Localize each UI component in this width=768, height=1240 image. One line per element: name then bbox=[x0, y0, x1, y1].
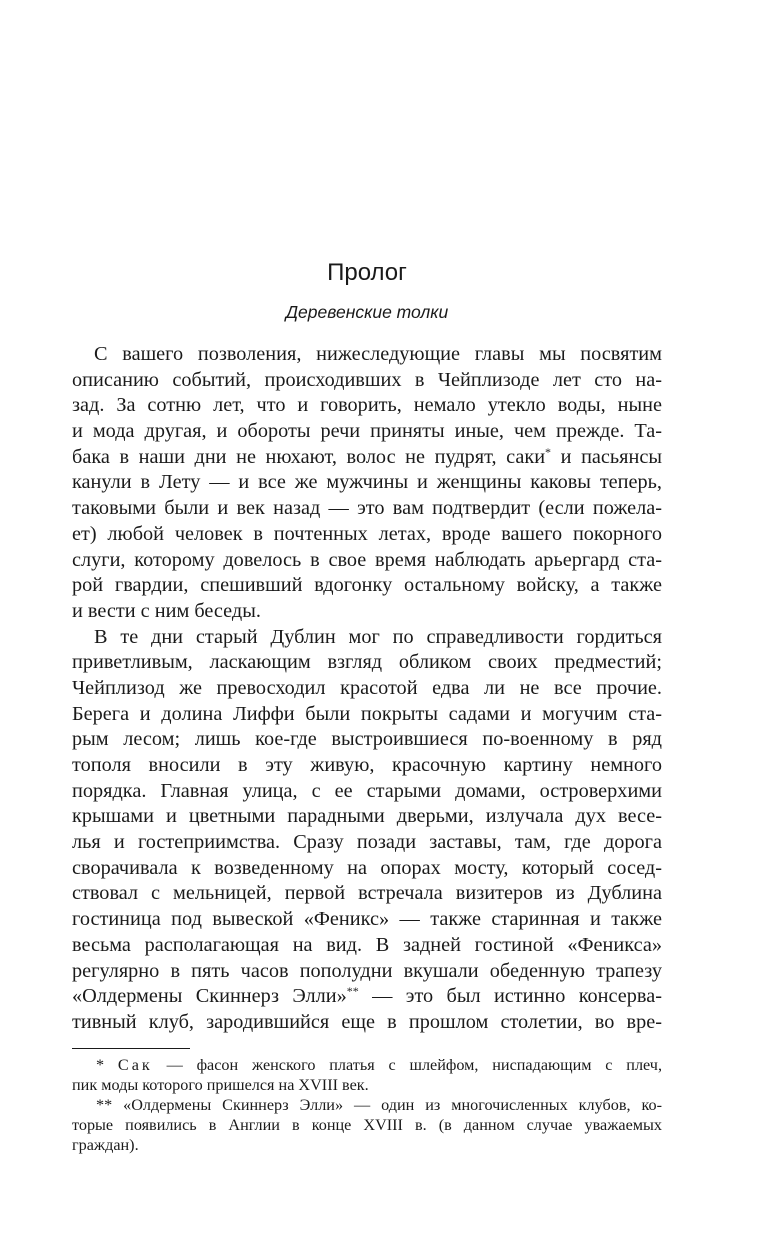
text-line: описанию событий, происходивших в Чейплизоде лет сто на- bbox=[72, 368, 662, 391]
text-line: регулярно в пять часов пополудни вкушали обеденную трапезу bbox=[72, 959, 662, 982]
text-line: тополя вносили в эту живую, красочную картину немного bbox=[72, 754, 662, 776]
text-line: лья и гостеприимства. Сразу позади заставы, там, где дорога bbox=[72, 831, 662, 854]
text-line: канули в Лету — и все же мужчины и женщины каковы теперь, bbox=[72, 471, 662, 494]
text-line: тивный клуб, зародившийся еще в прошлом столетии, во вре- bbox=[72, 1010, 662, 1033]
chapter-title: Пролог bbox=[327, 259, 407, 286]
text-line: гостиница под вывеской «Феникс» — также старинная и также bbox=[72, 908, 662, 931]
text-line bbox=[72, 984, 662, 1010]
footnote-1-continued: пик моды которого пришелся на XVIII век. bbox=[72, 1076, 369, 1094]
text-line: сворачивала к возведенному на опорах мосту, который сосед- bbox=[72, 856, 662, 879]
footnote-2-continued: торые появились в Англии в конце XVIII в. (в данном случае уважаемых bbox=[72, 1116, 662, 1134]
text-line: зад. За сотню лет, что и говорить, немало утекло воды, ныне bbox=[72, 394, 662, 417]
footnote-2 bbox=[72, 1095, 662, 1115]
footnote-text: «Олдермены Скиннерз Элли» — один из многочисленных клубов, ко- bbox=[112, 1096, 662, 1114]
text-line: весьма располагающая на вид. В задней гостиной «Феникса» bbox=[72, 933, 662, 956]
text-line: и мода другая, и обороты речи приняты иные, чем прежде. Та- bbox=[72, 420, 662, 443]
text-segment: бака в наши дни не нюхают, волос не пудрят, саки bbox=[72, 445, 546, 468]
text-line: С вашего позволения, нижеследующие главы мы посвятим bbox=[94, 343, 662, 365]
text-line: и вести с ним беседы. bbox=[72, 599, 261, 622]
body-text bbox=[72, 342, 662, 1036]
footnote-1 bbox=[72, 1055, 662, 1075]
text-line: крышами и цветными парадными дверьми, излучала дух весе- bbox=[72, 805, 662, 828]
text-line: ет) любой человек в почтенных летах, вроде вашего покорного bbox=[72, 522, 662, 545]
footnote-term: Сак bbox=[117, 1056, 153, 1074]
text-line: Чейплизод же превосходил красотой едва ли не все прочие. bbox=[72, 676, 662, 699]
text-line: Берега и долина Лиффи были покрыты садами и могучим ста- bbox=[72, 702, 662, 725]
footnotes bbox=[72, 1055, 662, 1155]
footnote-mark: * bbox=[96, 1056, 105, 1074]
footnote-2-continued: граждан). bbox=[72, 1136, 139, 1154]
text-line: рым лесом; лишь кое-где выстроившиеся по-военному в ряд bbox=[72, 728, 662, 751]
text-line: приветливым, ласкающим взгляд обликом своих предместий; bbox=[72, 651, 662, 674]
text-segment: «Олдермены Скиннерз Элли» bbox=[72, 985, 347, 1008]
chapter-subtitle: Деревенские толки bbox=[285, 302, 449, 322]
text-line: таковыми были и век назад — это вам подтвердит (если пожела- bbox=[72, 497, 662, 520]
text-line bbox=[72, 445, 662, 471]
footnote-divider bbox=[72, 1048, 190, 1049]
text-segment: и пасьянсы bbox=[560, 445, 662, 468]
text-line: ствовал с мельницей, первой встречала визитеров из Дублина bbox=[72, 882, 662, 905]
text-line: порядка. Главная улица, с ее старыми домами, островерхими bbox=[72, 779, 662, 802]
footnote-marker: * bbox=[545, 444, 552, 459]
text-line: В те дни старый Дублин мог по справедливости гордиться bbox=[94, 625, 662, 648]
footnote-marker: ** bbox=[346, 984, 359, 999]
text-line: слуги, которому довелось в свое время наблюдать арьергард ста- bbox=[72, 548, 662, 571]
footnote-text: — фасон женского платья с шлейфом, ниспадающим с плеч, bbox=[152, 1056, 662, 1074]
text-line: рой гвардии, спешивший вдогонку остальному войску, а также bbox=[72, 574, 662, 597]
footnote-mark: ** bbox=[96, 1096, 113, 1114]
text-segment: — это был истинно консерва- bbox=[358, 985, 662, 1008]
